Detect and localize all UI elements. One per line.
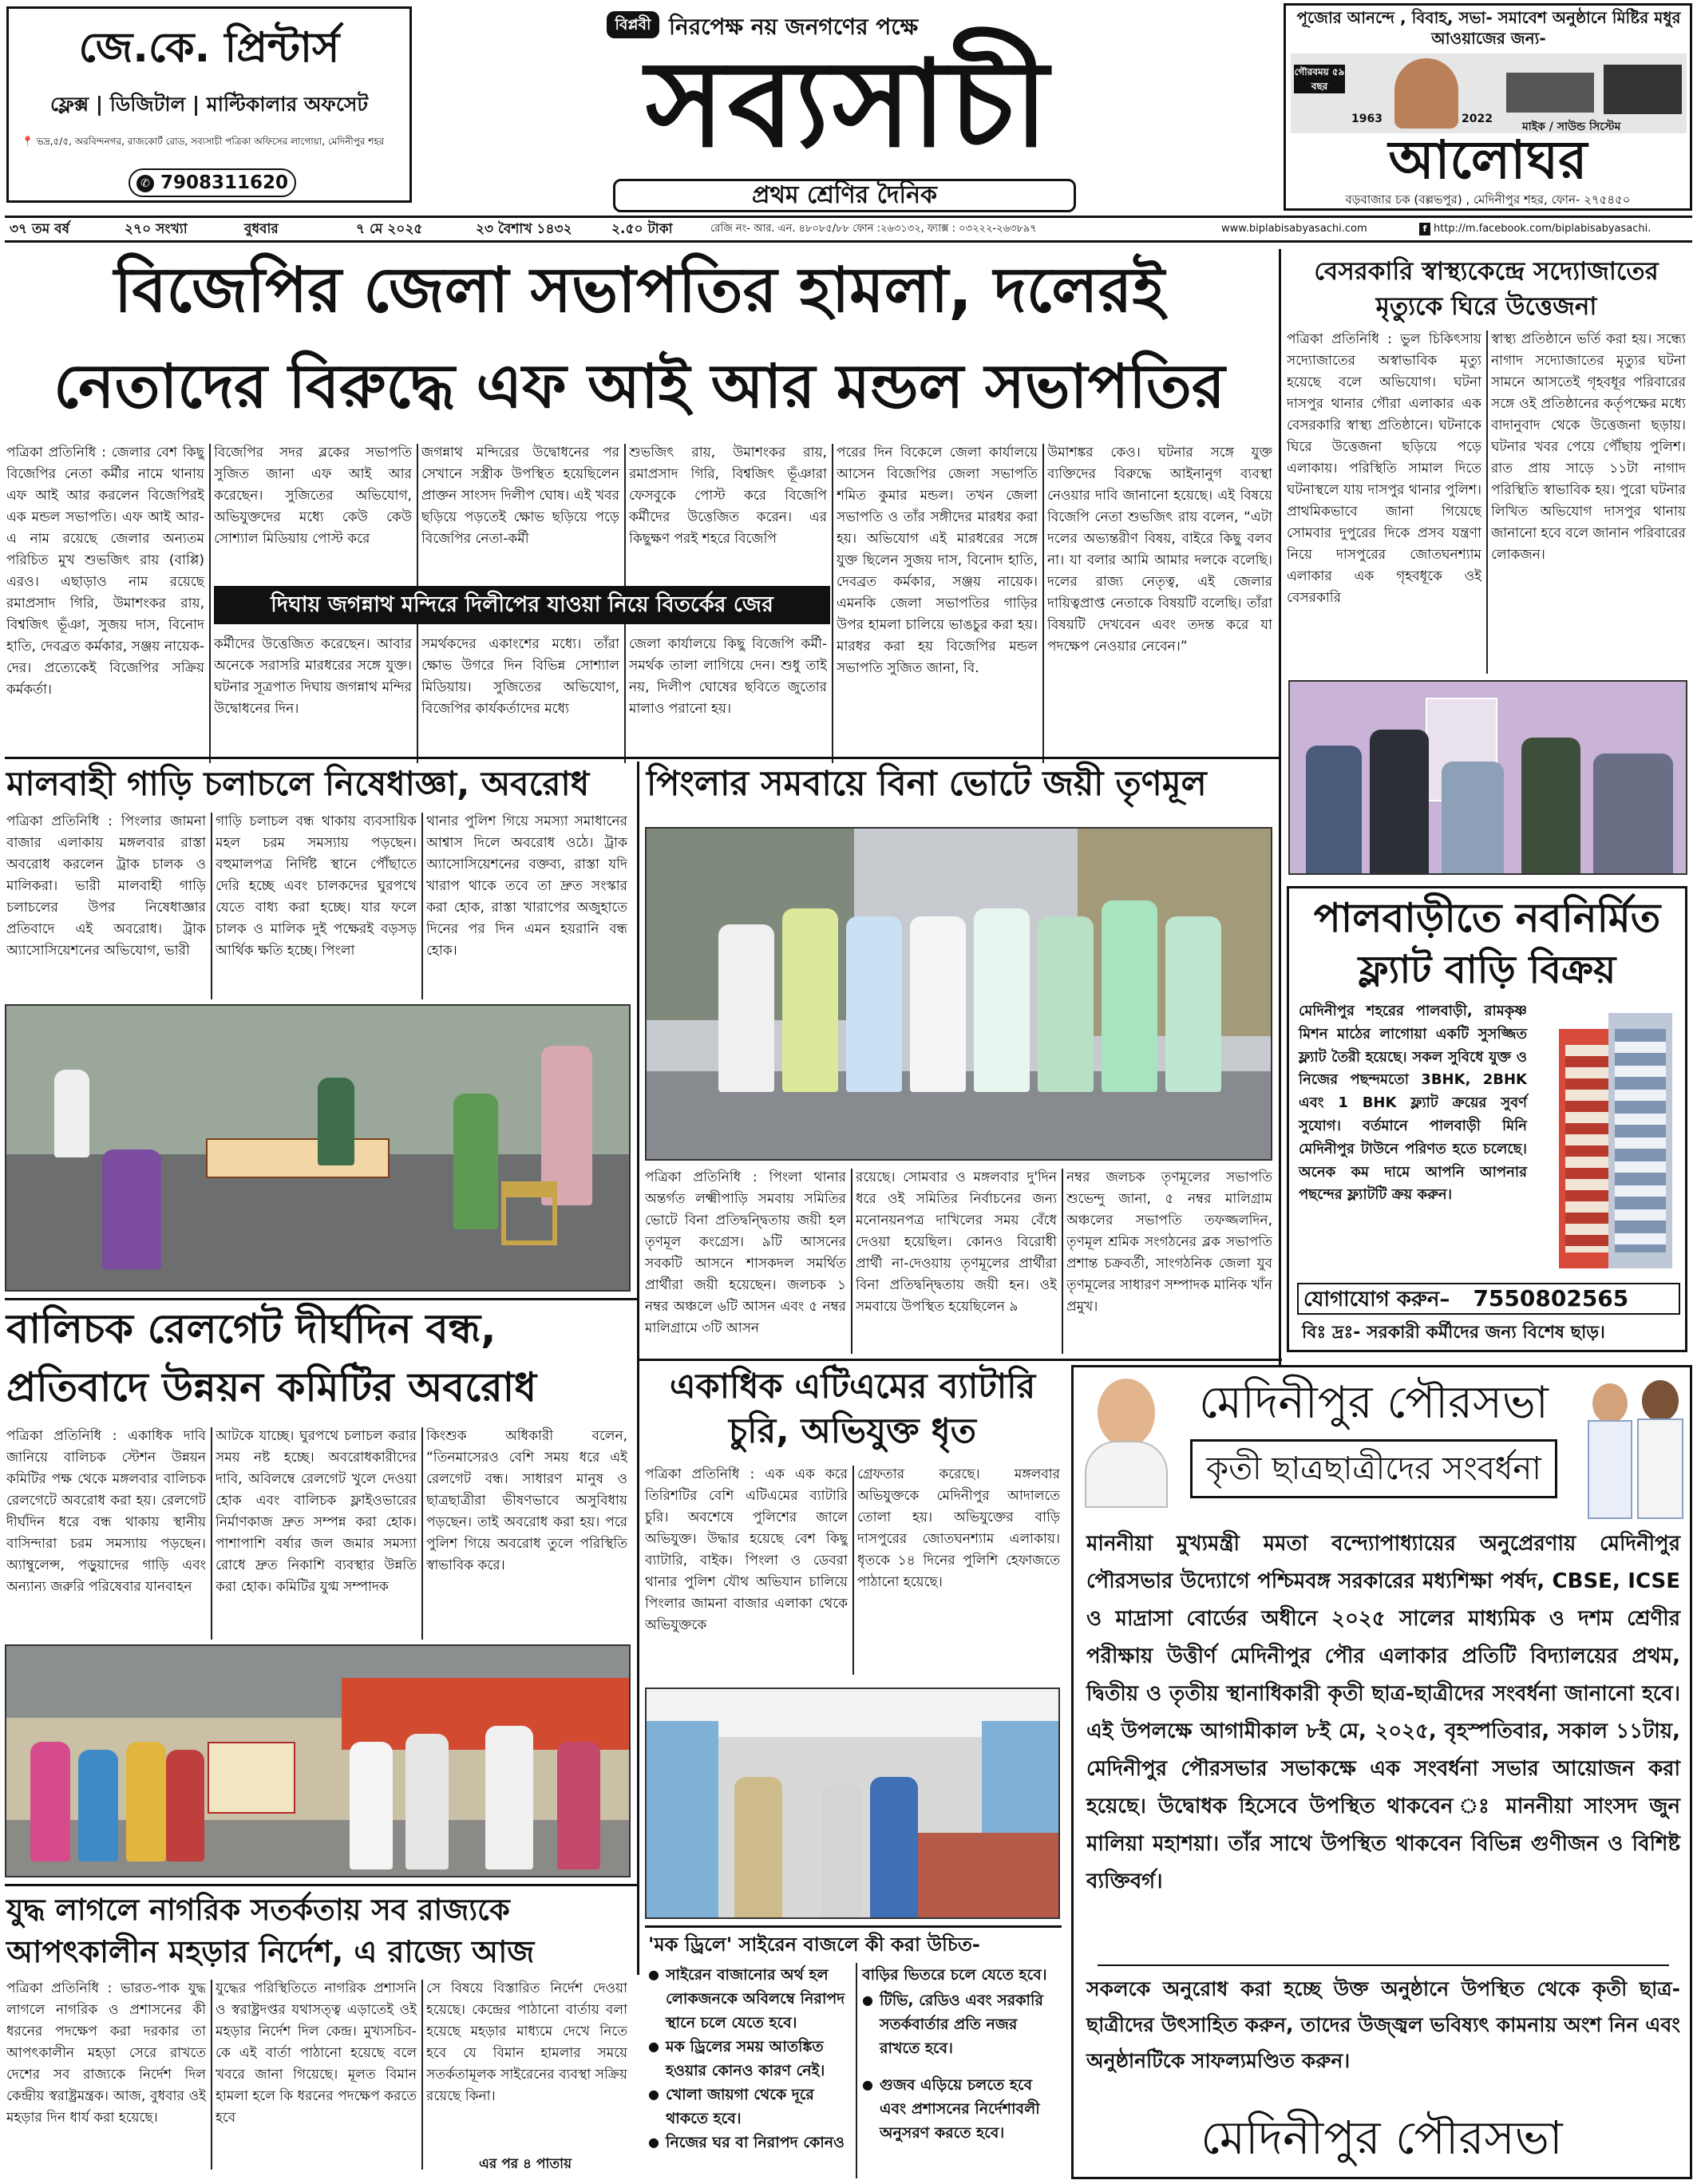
dateline-price: ২.৫০ টাকা [611, 221, 673, 237]
railgate-headline-1: বালিচক রেলগেট দীর্ঘদিন বন্ধ, [6, 1306, 496, 1353]
lead-headline-1: বিজেপির জেলা সভাপতির হামলা, দলেরই [114, 255, 1165, 326]
coop-col-1: পত্রিকা প্রতিনিধি : পিংলা থানার অন্তর্গত লক্ষ্মীপাড়ি সমবায় সমিতির ভোটে বিনা প্রতিদ্বন্দ্বিতায় জয়ী হল তৃণমূল কংগ্রেস। ৯টি আসনের সবকটি আসনে শাসকদল সমর্থিত প্রার্থীরা জয়ী হয়েছেন। জলচক ১ নম্বর অঞ্চলে ৬টি আসন এবং ৫ নম্বর মালিগ্রামে ৩টি আসন [645, 1169, 846, 1336]
facebook-icon: f [1419, 223, 1430, 235]
divider [832, 444, 833, 763]
war-col-3: সে বিষয়ে বিস্তারিত নির্দেশ দেওয়া হয়েছে। কেন্দ্রের পাঠানো বার্তায় বলা হয়েছে মহড়ার মাধ্যমে দেখে নিতে হবে যে বিমান হামলার সময়ে সতর্কতামূলক সাইরেনের ব্যবস্থা সক্রিয় রয়েছে কিনা। [426, 1980, 627, 2104]
mock-drill-right-list [862, 1988, 1057, 2145]
flat-ad-contact [1297, 1283, 1680, 1315]
divider [211, 813, 212, 999]
photo-person [30, 1742, 70, 1862]
divider [851, 1169, 852, 1354]
photo-person [1370, 730, 1429, 875]
flat-ad-headline-1: পালবাড়ীতে নবনির্মিত [1313, 895, 1661, 941]
printers-address-text: ভদ্র,৫/৫, অরবিন্দনগর, রাজকোর্ট রোড, সব্যসাচী পত্রিকা অফিসের লাগোয়া, মেদিনীপুর শহর [36, 136, 385, 147]
lead-col-2: বিজেপির সদর ব্লকের সভাপতি সুজিত জানা এফ আই আর করেছেন। সুজিতের অভিযোগ, অভিযুক্তদের মধ্যে কেউ কেউ সোশ্যাল মিডিয়ায় পোস্ট করে [214, 445, 412, 547]
photo-person [910, 916, 966, 1092]
photo-person [102, 1149, 161, 1269]
photo-person [718, 924, 774, 1092]
photo-person [734, 1777, 782, 1919]
divider [1486, 330, 1488, 674]
municipality-ad-subtitle: কৃতী ছাত্রছাত্রীদের সংবর্ধনা [1190, 1439, 1557, 1498]
truck-blockade-photo [5, 1004, 631, 1292]
location-pin-icon: 📍 [22, 136, 34, 147]
mock-drill-right-lead: বাড়ির ভিতরে চলে যেতে হবে। [862, 1966, 1047, 1984]
divider [211, 1980, 212, 2170]
ad-separator [1098, 1964, 1669, 1966]
sound-mixer-image [1506, 73, 1594, 113]
dateline-day: বুধবার [244, 221, 279, 237]
aloghar-year-from: 1963 [1351, 113, 1383, 125]
dateline-bar [5, 216, 1692, 243]
aloghar-tagline: পূজোর আনন্দে , বিবাহ, সভা- সমাবেশ অনুষ্ঠানে মিষ্টির মধুর আওয়াজের জন্য- [1296, 8, 1681, 48]
photo-person [1593, 754, 1673, 875]
hospital-col-2: স্বাস্থ্য প্রতিষ্ঠানে ভর্তি করা হয়। সন্ধ্যে নাগাদ সদ্যোজাতের মৃত্যুর ঘটনা সামনে আসতেই গৃহবধূর পরিবারের সঙ্গে ওই প্রতিষ্ঠানের কর্তৃপক্ষের মধ্যে বাদানুবাদ থেকে উত্তেজনা ছড়ায়। ঘটনার খবর পেয়ে পৌঁছায় পুলিশ। রাত প্রায় সাড়ে ১১টা নাগাদ পরিস্থিতি স্বাভাবিক হয়। পুরো ঘটনার লিখিত অভিযোগ দাসপুর থানায় জানানো হবে বলে জানান পরিবারের লোকজন। [1491, 331, 1686, 563]
mock-drill-box [645, 1925, 1062, 2179]
photo-person [1165, 916, 1221, 1092]
mock-drill-left-list [648, 1963, 852, 2154]
truck-col-2: গাড়ি চলাচল বন্ধ থাকায় ব্যবসায়িক মহল চরম সমস্যায় পড়ছেন। বহুমালপত্র নির্দিষ্ট স্থানে পৌঁছাতে দেরি হচ্ছে এবং চালকদের ঘুরপথে যেতে বাধ্য করা হচ্ছে। যার ফলে চালক ও মালিক দুই পক্ষেরই বড়সড় আর্থিক ক্ষতি হচ্ছে। পিংলা [216, 813, 417, 959]
war-headline-2: আপৎকালীন মহড়ার নির্দেশ, এ রাজ্যে আজ [6, 1934, 535, 1969]
aloghar-glory: গৌরবময় ৫৯ বছর [1294, 66, 1345, 92]
printers-services: ফ্লেক্স | ডিজিটাল | মাল্টিকালার অফসেট [49, 93, 369, 116]
divider [1279, 249, 1281, 1367]
flat-ad-note: বিঃ দ্রঃ- সরকারী কর্মীদের জন্য বিশেষ ছাড়। [1302, 1323, 1605, 1343]
municipality-ad-footer: মেদিনীপুর পৌরসভা [1201, 2111, 1563, 2165]
photo-person [1521, 738, 1580, 875]
photo-person [870, 1777, 918, 1919]
dateline-issue: ২৭০ সংখ্যা [125, 221, 188, 237]
photo-banner [206, 1138, 390, 1178]
newspaper-title: সব্যসাচী [645, 34, 1052, 174]
flat-ad-headline-2: ফ্ল্যাট বাড়ি বিক্রয় [1358, 948, 1616, 992]
war-headline-1: যুদ্ধ লাগলে নাগরিক সতর্কতায় সব রাজ্যকে [6, 1893, 510, 1927]
aloghar-system: মাইক / সাউন্ড সিস্টেম [1522, 121, 1621, 133]
hospital-crowd-photo [1288, 680, 1687, 875]
dateline-registration: রেজি নং- আর. এন. ৪৮০৮৫/৮৮ ফোন :২৬৩১৩২, ফ্যাক্স : ০৩২২২-২৬৩৮৯৭ [710, 223, 1037, 235]
lead-subhead: দিঘায় জগন্নাথ মন্দিরে দিলীপের যাওয়া নিয়ে বিতর্কের জের [214, 586, 830, 624]
divider [421, 1427, 423, 1640]
municipality-ad-appeal: সকলকে অনুরোধ করা হচ্ছে উক্ত অনুষ্ঠানে উপস্থিত থেকে কৃতী ছাত্র-ছাত্রীদের উৎসাহিত করুন, তাদের উজ্জ্বল ভবিষ্যৎ কামনায় অংশ নিন এবং অনুষ্ঠানটিকে সাফল্যমণ্ডিত করুন। [1086, 1977, 1680, 2072]
atm-col-2: গ্রেফতার করেছে। মঙ্গলবার অভিযুক্তকে মেদিনীপুর আদালতে তোলা হয়। অভিযুক্তের বাড়ি দাসপুরের জোতঘনশ্যাম এলাকায়। ধৃতকে ১৪ দিনের পুলিশি হেফাজতে পাঠানো হয়েছে। [857, 1466, 1060, 1590]
printers-phone-box [129, 168, 296, 197]
flat-ad-contact-label: যোগাযোগ করুন– [1303, 1288, 1450, 1312]
photo-person [318, 1078, 354, 1165]
lead-sub-col-2: কর্মীদের উত্তেজিত করেছেন। আবার অনেকে সরাসরি মারধরের সঙ্গে যুক্ত। ঘটনার সূত্রপাত দিঘায় জগন্নাথ মন্দির উদ্বোধনের দিন। [214, 636, 412, 717]
photo-person [822, 1785, 862, 1919]
lead-col-1: পত্রিকা প্রতিনিধি : জেলার বেশ কিছু বিজেপির নেতা কর্মীর নামে থানায় এফ আই আর করলেন বিজেপিরই এক মন্ডল সভাপতি। এফ আই আর-এ নাম রয়েছে জেলার অন্যতম পরিচিত মুখ শুভজিৎ রায় (বাপ্পি) এরও। এছাড়াও নাম রয়েছে রমাপ্রসাদ গিরি, উমাশংকর রায়, বিশ্বজিৎ ভূঁঞা, সুজয় দাস, বিনোদ হাতি, দেবব্রত কর্মকার, সঞ্জয় নায়েক-দের। প্রত্যেকেই বিজেপির সক্রিয় কর্মকর্তা। [6, 445, 204, 698]
lead-col-4: শুভজিৎ রায়, উমাশংকর রায়, রমাপ্রসাদ গিরি, বিশ্বজিৎ ভূঁঞারা ফেসবুকে পোস্ট করে বিজেপি কর্মীদের উত্তেজিত করেন। এর কিছুক্ষণ পরই শহরে বিজেপি [629, 445, 827, 547]
coop-winners-photo [645, 827, 1272, 1161]
photo-person [453, 1094, 498, 1229]
aloghar-address: বড়বাজার চক (বল্লভপুর) , মেদিনীপুর শহর, ফোন- ২৭৫৪৫০ [1345, 192, 1631, 207]
section-rule [5, 1298, 639, 1300]
divider [1062, 1169, 1063, 1354]
photo-person [1038, 916, 1094, 1092]
photo-chair [501, 1181, 557, 1245]
dateline-year: ৩৭ তম বর্ষ [10, 221, 69, 237]
printers-phone: 7908311620 [160, 172, 289, 193]
lead-headline-2: নেতাদের বিরুদ্ধে এফ আই আর মন্ডল সভাপতির [53, 350, 1225, 421]
flat-ad-body: মেদিনীপুর শহরের পালবাড়ী, রামকৃষ্ণ মিশন মাঠের লাগোয়া একটি সুসজ্জিত ফ্ল্যাট তৈরী হয়েছে। সকল সুবিধে যুক্ত ও নিজের পছন্দমতো 3BHK, 2BHK এবং 1 BHK ফ্ল্যাট ক্রয়ের সুবর্ণ সুযোগ। বর্তমানে পালবাড়ী মিনি মেদিনীপুর টাউনে পরিণত হতে চলেছে। অনেক কম দামে আপনি আপনার পছন্দের ফ্ল্যাটটি ক্রয় করুন। [1299, 1003, 1527, 1204]
section-rule [5, 1884, 639, 1886]
photo-person [974, 908, 1030, 1092]
railgate-headline-2: প্রতিবাদে উন্নয়ন কমিটির অবরোধ [6, 1364, 537, 1410]
divider [211, 1427, 212, 1640]
dateline-date: ৭ মে ২০২৫ [356, 221, 423, 237]
photo-person [557, 1742, 600, 1869]
photo-person [78, 1750, 118, 1862]
photo-person [54, 1070, 89, 1157]
divider [852, 1466, 854, 1675]
divider [209, 444, 211, 763]
photo-person [485, 1726, 533, 1869]
mock-drill-item: ● সাইরেন বাজানোর অর্থ হল লোকজনকে অবিলম্বে নিরাপদ স্থানে চলে যেতে হবে। [648, 1963, 852, 2035]
truck-col-1: পত্রিকা প্রতিনিধি : পিংলার জামনা বাজার এলাকায় মঙ্গলবার রাস্তা অবরোধ করলেন ট্রাক চালক ও মালিকরা। ভারী মালবাহী গাড়ি চলাচলের উপর নিষেধাজ্ঞার প্রতিবাদে এই অবরোধ। ট্রাক অ্যাসোসিয়েশনের অভিযোগ, ভারী [6, 813, 206, 959]
photo-person [846, 916, 902, 1092]
section-rule [5, 757, 1279, 759]
newspaper-subtitle: প্রথম শ্রেণির দৈনিক [613, 179, 1076, 212]
war-continued: এর পর ৪ পাতায় [479, 2156, 572, 2172]
divider [637, 762, 639, 1975]
war-col-2: যুদ্ধের পরিস্থিতিতে নাগরিক প্রশাসনি ও স্বরাষ্ট্রদপ্তর যথাসত্ত্ব এড়াতেই ওই মহড়ার নির্দেশ দিল কেন্দ্র। মুখ্যসচিব-কে এই বার্তা পাঠানো হয়েছে বলে খবরে জানা গিয়েছে। মূলত বিমান হামলা হলে কি ধরনের পদক্ষেপ করতে হবে [216, 1980, 417, 2126]
lead-sub-col-3: সমর্থকদের একাংশের মধ্যে। তাঁরা ক্ষোভ উগরে দিন বিভিন্ন সোশ্যাল মিডিয়ায়। সুজিতের অভিযোগ, বিজেপির কার্যকর্তাদের মধ্যে [421, 636, 619, 717]
atm-headline-1: একাধিক এটিএমের ব্যাটারি [669, 1367, 1036, 1407]
municipality-ad-title: মেদিনীপুর পৌরসভা [1199, 1377, 1549, 1429]
photo-person [1102, 900, 1157, 1092]
phone-icon: ✆ [136, 175, 154, 192]
photo-person [166, 1750, 204, 1862]
masthead-center [421, 5, 1276, 214]
website-link[interactable]: www.biplabisabyasachi.com [1221, 223, 1367, 235]
mock-drill-item: ● নিজের ঘর বা নিরাপদ কোনও [648, 2131, 852, 2154]
photo-person [405, 1734, 449, 1869]
photo-person [126, 1742, 166, 1862]
aloghar-name: আলোঘর [1388, 129, 1588, 191]
mock-drill-item: ● গুজব এড়িয়ে চলতে হবে এবং প্রশাসনের নির্দেশাবলী অনুসরণ করতে হবে। [862, 2073, 1057, 2145]
facebook-link[interactable]: http://m.facebook.com/biplabisabyasachi. [1434, 223, 1652, 235]
aloghar-ad [1284, 3, 1692, 211]
masthead-slogan: নিরপেক্ষ নয় জনগণের পক্ষে [669, 14, 919, 40]
amplifier-image [1604, 65, 1682, 114]
dateline-bengali-date: ২৩ বৈশাখ ১৪৩২ [476, 221, 572, 237]
mock-drill-item: ● মক ড্রিলের সময় আতঙ্কিত হওয়ার কোনও কারণ নেই। [648, 2035, 852, 2083]
municipality-ad-body: মাননীয়া মুখ্যমন্ত্রী মমতা বন্দ্যোপাধ্যায়ের অনুপ্রেরণায় মেদিনীপুর পৌরসভার উদ্যোগে পশ্চিমবঙ্গ সরকারের মধ্যশিক্ষা পর্ষদ, CBSE, ICSE ও মাদ্রাসা বোর্ডের অধীনে ২০২৫ সালের মাধ্যমিক ও দশম শ্রেণীর পরীক্ষায় উত্তীর্ণ মেদিনীপুর পৌর এলাকার প্রতিটি বিদ্যালয়ের প্রথম, দ্বিতীয় ও তৃতীয় স্থানাধিকারী কৃতী ছাত্র-ছাত্রীদের সংবর্ধনা জানানো হবে। এই উপলক্ষে আগামীকাল ৮ই মে, ২০২৫, বৃহস্পতিবার, সকাল ১১টায়, মেদিনীপুর পৌরসভার সভাকক্ষে এক সংবর্ধনা সভার আয়োজন করা হয়েছে। উদ্বোধক হিসেবে উপস্থিত থাকবেন ঃ মাননীয়া সাংসদ জুন মালিয়া মহাশয়া। তাঁর সাথে উপস্থিত থাকবেন বিভিন্ন গুণীজন ও বিশিষ্ট ব্যক্তিবর্গ। [1086, 1532, 1680, 1893]
aloghar-image-strip [1291, 53, 1687, 133]
photo-person [1306, 746, 1362, 875]
municipality-ad [1071, 1365, 1692, 2179]
coop-headline: পিংলার সমবায়ে বিনা ভোটে জয়ী তৃণমূল [647, 764, 1207, 804]
section-rule [639, 1359, 1282, 1361]
divider [856, 1963, 857, 2178]
hospital-col-1: পত্রিকা প্রতিনিধি : ভুল চিকিৎসায় সদ্যোজাতের অস্বাভাবিক মৃত্যু হয়েছে বলে অভিযোগ। ঘটনা দাসপুর থানার গৌরা এলাকার এক বেসরকারি স্বাস্থ্য প্রতিষ্ঠানে। ঘটনাকে ঘিরে উত্তেজনা ছড়িয়ে পড়ে এলাকায়। পরিস্থিতি সামাল দিতে ঘটনাস্থলে যায় দাসপুর থানার পুলিশ। প্রাথমিকভাবে জানা গিয়েছে সোমবার দুপুরের দিকে প্রসব যন্ত্রণা নিয়ে দাসপুরের জোতঘনশ্যাম এলাকার এক গৃহবধূকে ওই বেসরকারি [1287, 331, 1481, 606]
coop-col-3: নম্বর জলচক তৃণমূলের সভাপতি শুভেন্দু জানা, ৫ নম্বর মালিগ্রাম অঞ্চলের সভাপতি তফজ্জলদিন, তৃণমূল শ্রমিক সংগঠনের ব্লক সভাপতি প্রশান্ত চক্রবর্তী, সাংগঠনিক জেলা যুব তৃণমূলের সাধারণ সম্পাদক মানিক খাঁন প্রমুখ। [1066, 1169, 1272, 1315]
railgate-col-1: পত্রিকা প্রতিনিধি : একাধিক দাবি জানিয়ে বালিচক স্টেশন উন্নয়ন কমিটির পক্ষ থেকে মঙ্গলবার বালিচক রেলগেটে অবরোধ করা হয়। রেলগেট দীর্ঘদিন ধরে বন্ধ থাকায় স্থানীয় বাসিন্দারা চরম সমস্যায় পড়ছেন। অ্যাম্বুলেন্স, পড়ুয়াদের গাড়ি এবং অন্যান্য জরুরি পরিষেবার যানবাহন [6, 1428, 206, 1595]
war-col-1: পত্রিকা প্রতিনিধি : ভারত-পাক যুদ্ধ লাগলে নাগরিক ও প্রশাসনের কী ধরনের পদক্ষেপ করা দরকার তা আপৎকালীন মহড়া সেরে রাখতে দেশের সব রাজ্যকে নির্দেশ দিল কেন্দ্রীয় স্বরাষ্ট্রমন্ত্রক। আজ, বুধবার ওই মহড়ার দিন ধার্য করা হয়েছে। [6, 1980, 206, 2126]
truck-headline: মালবাহী গাড়ি চলাচলে নিষেধাজ্ঞা, অবরোধ [6, 764, 590, 803]
police-station-photo [645, 1687, 1060, 1919]
railgate-col-3: কিংশুক অধিকারী বলেন, “তিনমাসেরও বেশি সময় ধরে এই রেলগেট বন্ধ। সাধারণ মানুষ ও ছাত্রছাত্রীরা ভীষণভাবে অসুবিধায় পড়ছেন। তাই অবরোধ করা হয়। পরে পুলিশ গিয়ে অবরোধ তুলে পরিস্থিতি স্বাভাবিক করে। [426, 1428, 627, 1573]
photo-banner [208, 1742, 295, 1814]
lead-sub-col-4: জেলা কার্যালয়ে কিছু বিজেপি কর্মী-সমর্থক তালা লাগিয়ে দেন। শুধু তাই নয়, দিলীপ ঘোষের ছবিতে জুতোর মালাও পরানো হয়। [629, 636, 827, 717]
flat-sale-ad [1287, 886, 1687, 1352]
atm-headline-2: চুরি, অভিযুক্ত ধৃত [729, 1411, 976, 1451]
truck-col-3: থানার পুলিশ গিয়ে সমস্যা সমাধানের আশ্বাস দিলে অবরোধ ওঠে। ট্রাক অ্যাসোসিয়েশনের বক্তব্য, রাস্তা যদি খারাপ থাকে তবে তা দ্রুত সংস্কার করা হোক, রাস্তা খারাপের অজুহাতে দিনের পর দিন এমন হয়রানি বন্ধ হোক। [426, 813, 627, 959]
printers-name: জে.কে. প্রিন্টার্স [78, 24, 340, 72]
aloghar-year-to: 2022 [1462, 113, 1493, 125]
divider [421, 813, 423, 999]
lead-col-3: জগন্নাথ মন্দিরের উদ্বোধনের পর সেখানে সস্ত্রীক উপস্থিত হয়েছিলেন প্রাক্তন সাংসদ দিলীপ ঘোষ। এই খবর ছড়িয়ে পড়তেই ক্ষোভ ছড়িয়ে পড়ে বিজেপির নেতা-কর্মী [421, 445, 619, 547]
students-image [1584, 1375, 1688, 1519]
divider [421, 1980, 423, 2170]
atm-col-1: পত্রিকা প্রতিনিধি : এক এক করে তিরিশটির বেশি এটিএমের ব্যাটারি চুরি। অবশেষে পুলিশের জালে অভিযুক্ত। উদ্ধার হয়েছে বেশ কিছু ব্যাটারি, বাইক। পিংলা ও ডেবরা থানার পুলিশ যৌথ অভিযান চালিয়ে পিংলার জামনা বাজার এলাকা থেকে অভিযুক্তকে [645, 1466, 848, 1633]
sumo-wrestler-image [1394, 58, 1458, 129]
printers-address [22, 135, 405, 151]
flat-ad-phone: 7550802565 [1473, 1285, 1629, 1312]
apartment-building-image [1535, 1005, 1683, 1273]
railgate-col-2: আটকে যাচ্ছে। ঘুরপথে চলাচল করার সময় নষ্ট হচ্ছে। অবরোধকারীদের দাবি, অবিলম্বে রেলগেট খুলে দেওয়া হোক এবং বালিচক ফ্লাইওভারের নির্মাণকাজ দ্রুত সম্পন্ন করা হোক। পাশাপাশি বর্ষার জল জমার সমস্যা রোধে দ্রুত নিকাশি ব্যবস্থার উন্নতি করা হোক। কমিটির যুগ্ম সম্পাদক [216, 1428, 417, 1595]
chief-minister-portrait [1078, 1372, 1174, 1508]
printers-ad [6, 6, 412, 203]
railgate-protest-photo [5, 1644, 631, 1877]
mock-drill-headline: 'মক ড্রিলে' সাইরেন বাজলে কী করা উচিত- [648, 1933, 980, 1956]
photo-person [350, 1742, 393, 1869]
photo-person [1442, 762, 1504, 875]
lead-col-6: উমাশঙ্কর কেও। ঘটনার সঙ্গে যুক্ত ব্যক্তিদের বিরুদ্ধে আইনানুগ ব্যবস্থা নেওয়ার দাবি জানানো হয়েছে। এই বিষয়ে বিজেপি নেতা শুভজিৎ রায় বলেন, “এটা দলের অভ্যন্তরীণ বিষয়, বাইরে কিছু বলব না। যা বলার আমি আমার দলকে বলেছি। দলের রাজ্য নেতৃত্ব, এই জেলার দায়িত্বপ্রাপ্ত নেতাকে বিষয়টি বলেছি। তাঁরা বিষয়টি দেখবেন এবং তদন্ত করে যা পদক্ষেপ নেওয়ার নেবেন।” [1047, 445, 1272, 655]
masthead-tag: বিপ্লবী [607, 11, 659, 38]
divider [1042, 444, 1044, 763]
coop-col-2: রয়েছে। সোমবার ও মঙ্গলবার দু'দিন ধরে ওই সমিতির নির্বাচনের জন্য মনোনয়নপত্র দাখিলের সময় বেঁধে দেওয়া হয়েছিল। কোনও বিরোধী প্রার্থী না-দেওয়ায় তৃণমূলের প্রার্থীরা বিনা প্রতিদ্বন্দ্বিতায় জয়ী হন। ওই সমবায়ে উপস্থিত হয়েছিলেন ৯ [856, 1169, 1057, 1315]
lead-col-5: পরের দিন বিকেলে জেলা কার্যালয়ে আসেন বিজেপির জেলা সভাপতি শমিত কুমার মন্ডল। তখন জেলা সভাপতি ও তাঁর সঙ্গীদের মারধর করা হয়। অভিযোগ এই মারধরের সঙ্গে যুক্ত ছিলেন সুজয় দাস, বিনোদ হাতি, দেবব্রত কর্মকার, সঞ্জয় নায়েক। এমনকি জেলা সভাপতির গাড়ির উপর হামলা চালিয়ে ভাঙচুর করা হয়। মারধর করা হয় বিজেপির মন্ডল সভাপতি সুজিত জানা, বি. [837, 445, 1038, 676]
mock-drill-item: ● খোলা জায়গা থেকে দূরে থাকতে হবে। [648, 2083, 852, 2131]
hospital-headline: বেসরকারি স্বাস্থ্যকেন্দ্রে সদ্যোজাতের মৃত্যুকে ঘিরে উত্তেজনা [1314, 257, 1659, 321]
mock-drill-item: ● টিভি, রেডিও এবং সরকারি সতর্কবার্তার প্রতি নজর রাখতে হবে। [862, 1988, 1057, 2060]
photo-person [782, 908, 838, 1092]
